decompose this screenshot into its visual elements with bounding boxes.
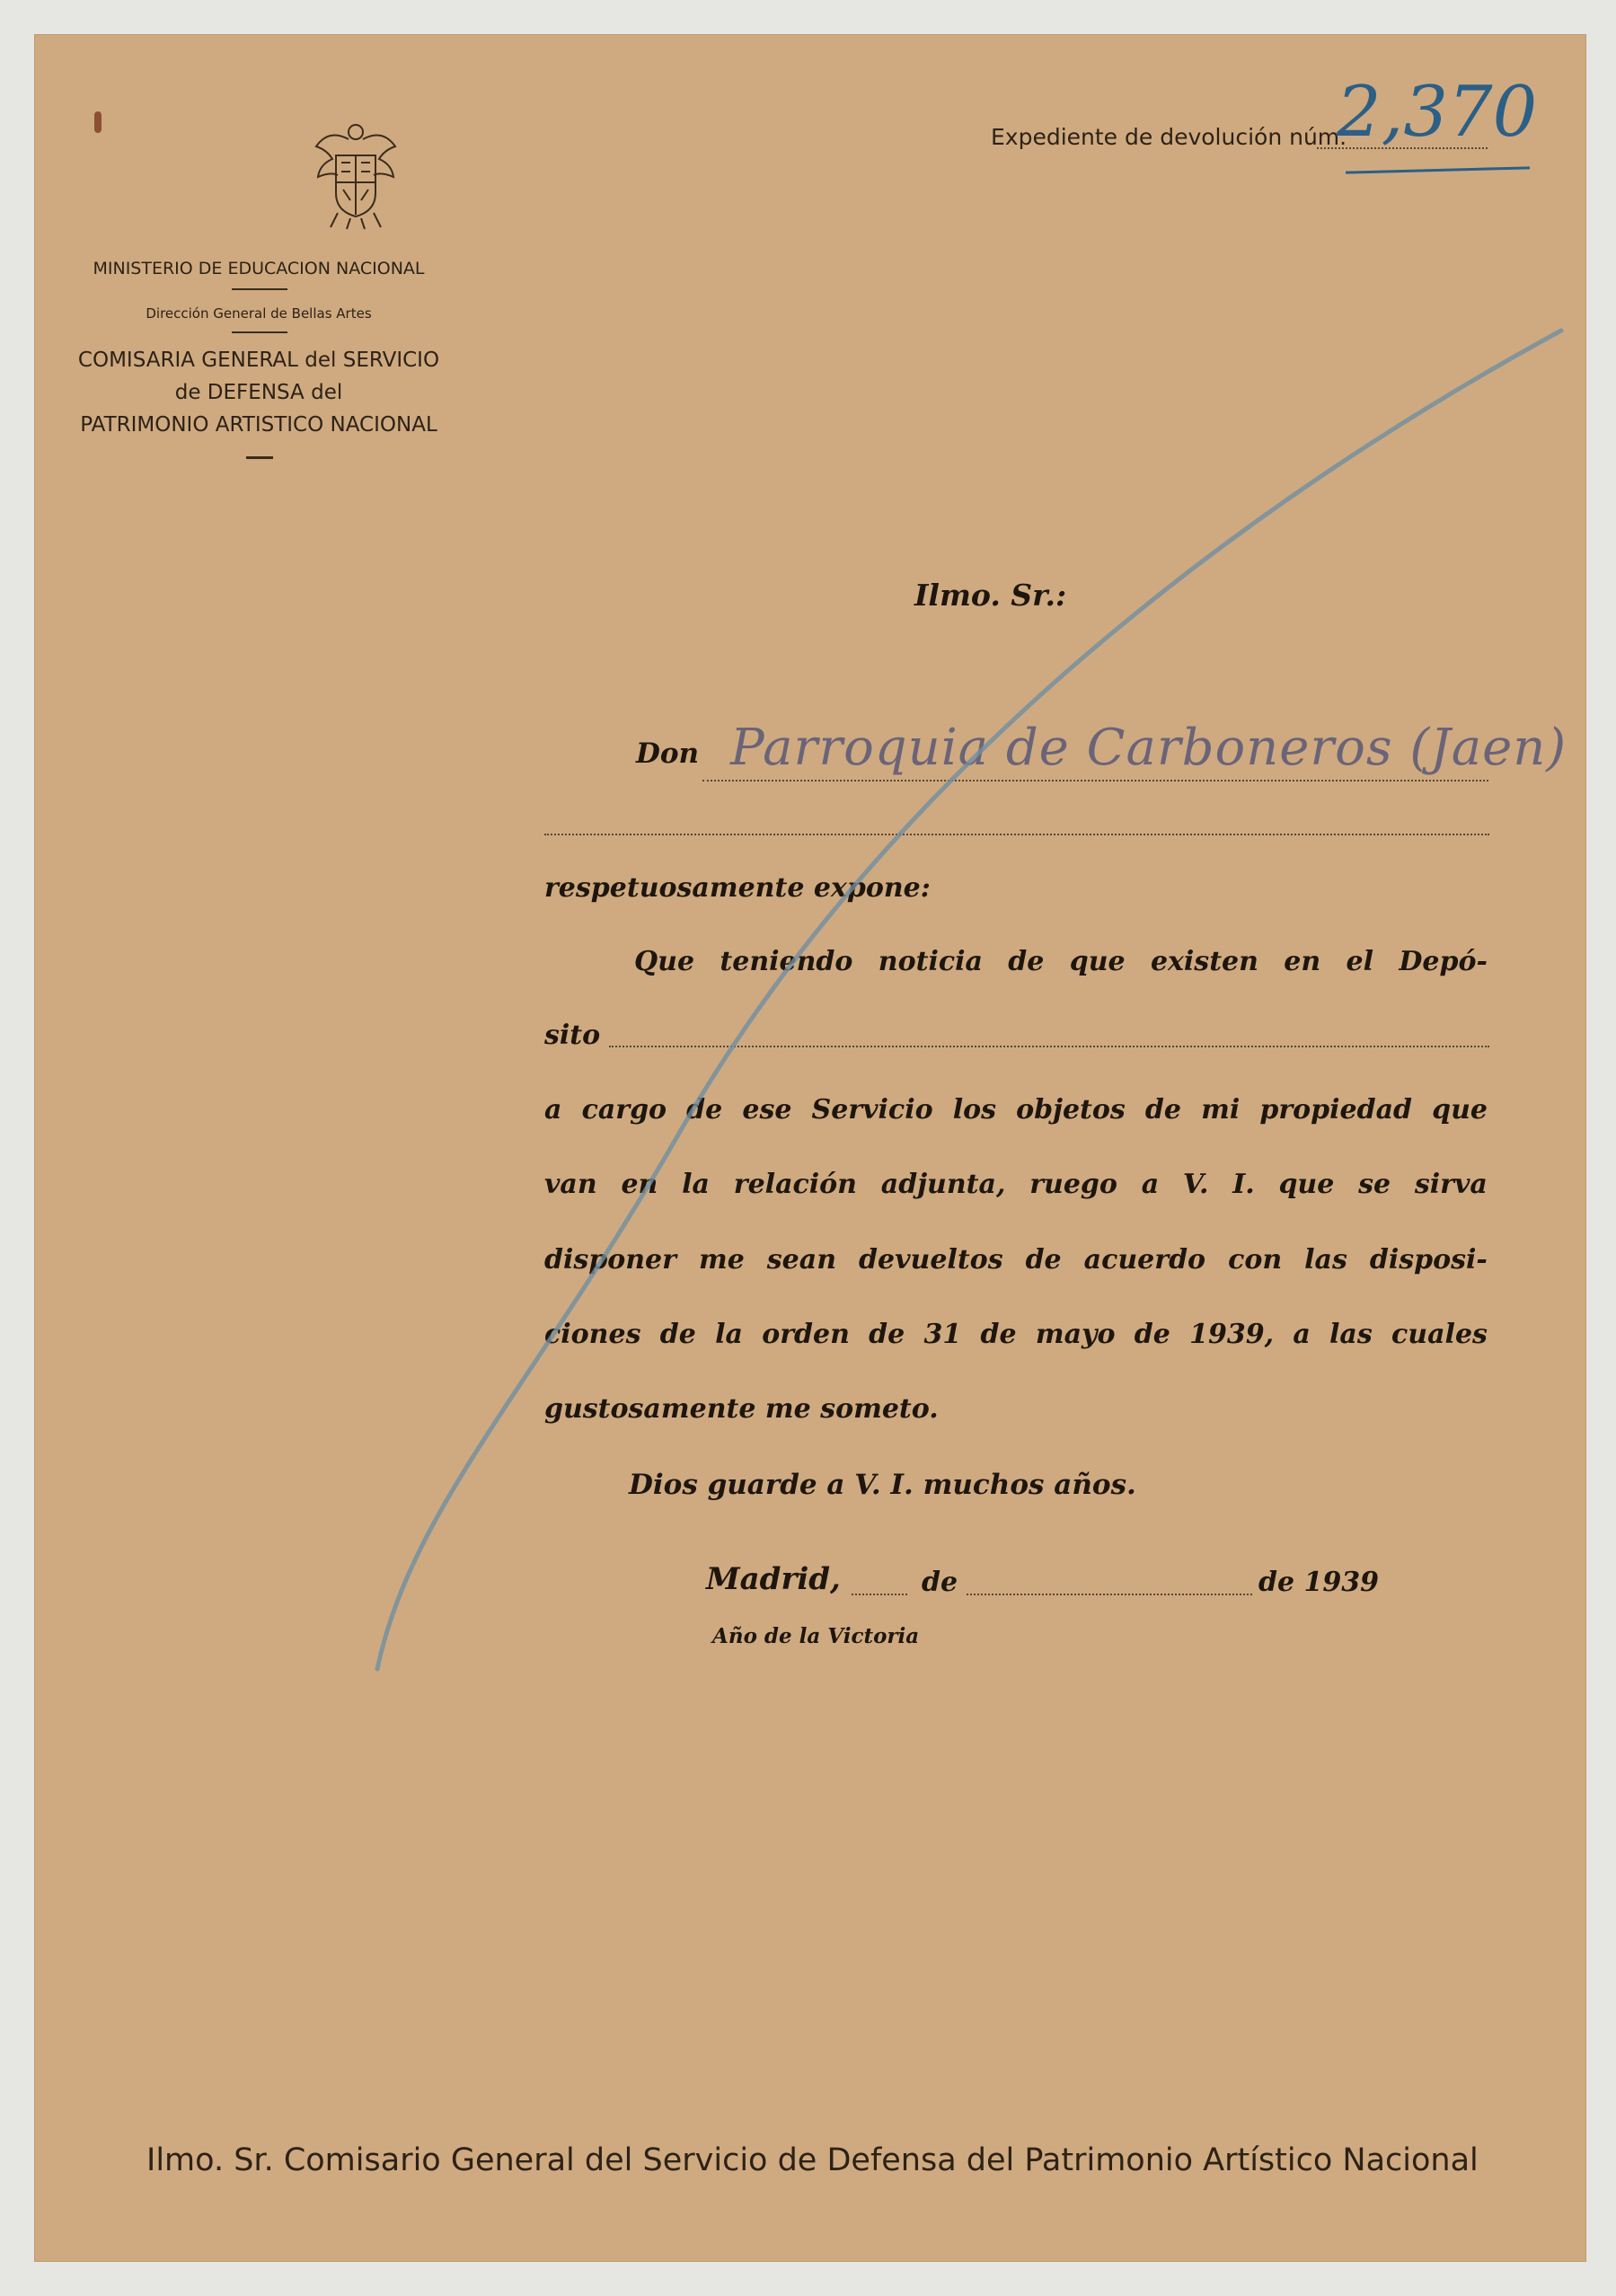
ministry-name: MINISTERIO DE EDUCACION NACIONAL (93, 259, 425, 278)
date-de-1: de (922, 1567, 958, 1598)
direction-name: Dirección General de Bellas Artes (146, 305, 372, 322)
rust-mark (94, 111, 102, 133)
body-line-7: gustosamente me someto. (544, 1393, 939, 1425)
body-line-6: ciones de la orden de 31 de mayo de 1939, a las cuales (544, 1319, 1488, 1350)
date-year: de 1939 (1258, 1567, 1380, 1598)
body-line-4: van en la relación adjunta, ruego a V. I. que se sirva (544, 1169, 1488, 1200)
intro-text: respetuosamente expone: (544, 872, 931, 904)
file-number-underline (1346, 166, 1530, 173)
header-divider (232, 288, 287, 290)
salutation: Ilmo. Sr.: (914, 578, 1067, 613)
body-line-3: a cargo de ese Servicio los objetos de mi propiedad que (544, 1094, 1488, 1126)
requester-dots (702, 780, 1488, 782)
deposit-dots (609, 1046, 1489, 1047)
commission-line-1: COMISARIA GENERAL del SERVICIO (77, 349, 440, 372)
document-sheet (34, 34, 1586, 2262)
file-number-label: Expediente de devolución núm. (991, 124, 1347, 150)
footer-addressee: Ilmo. Sr. Comisario General del Servicio de Defensa del Patrimonio Artístico Nacional (146, 2142, 1479, 2178)
requester-prefix: Don (636, 737, 700, 770)
deposit-label: sito (544, 1020, 601, 1051)
requester-name-handwritten: Parroquia de Carboneros (Jaen) (730, 719, 1567, 777)
body-line-5: disponer me sean devueltos de acuerdo con las disposi- (544, 1244, 1488, 1276)
motto-text: Año de la Victoria (712, 1624, 920, 1648)
coat-of-arms-icon (311, 119, 401, 232)
commission-line-2: de DEFENSA del (174, 381, 343, 404)
body-line-1: Que teniendo noticia de que existen en el Depó- (634, 946, 1488, 977)
date-month-dots (967, 1594, 1252, 1595)
commission-line-3: PATRIMONIO ARTISTICO NACIONAL (80, 413, 437, 437)
requester-dots-2 (544, 834, 1489, 835)
file-number-handwritten: 2,370 (1337, 72, 1538, 153)
date-day-dots (852, 1594, 907, 1595)
header-divider (246, 456, 273, 459)
date-city: Madrid, (706, 1561, 841, 1597)
closing-text: Dios guarde a V. I. muchos años. (629, 1469, 1136, 1501)
header-divider (232, 331, 287, 333)
